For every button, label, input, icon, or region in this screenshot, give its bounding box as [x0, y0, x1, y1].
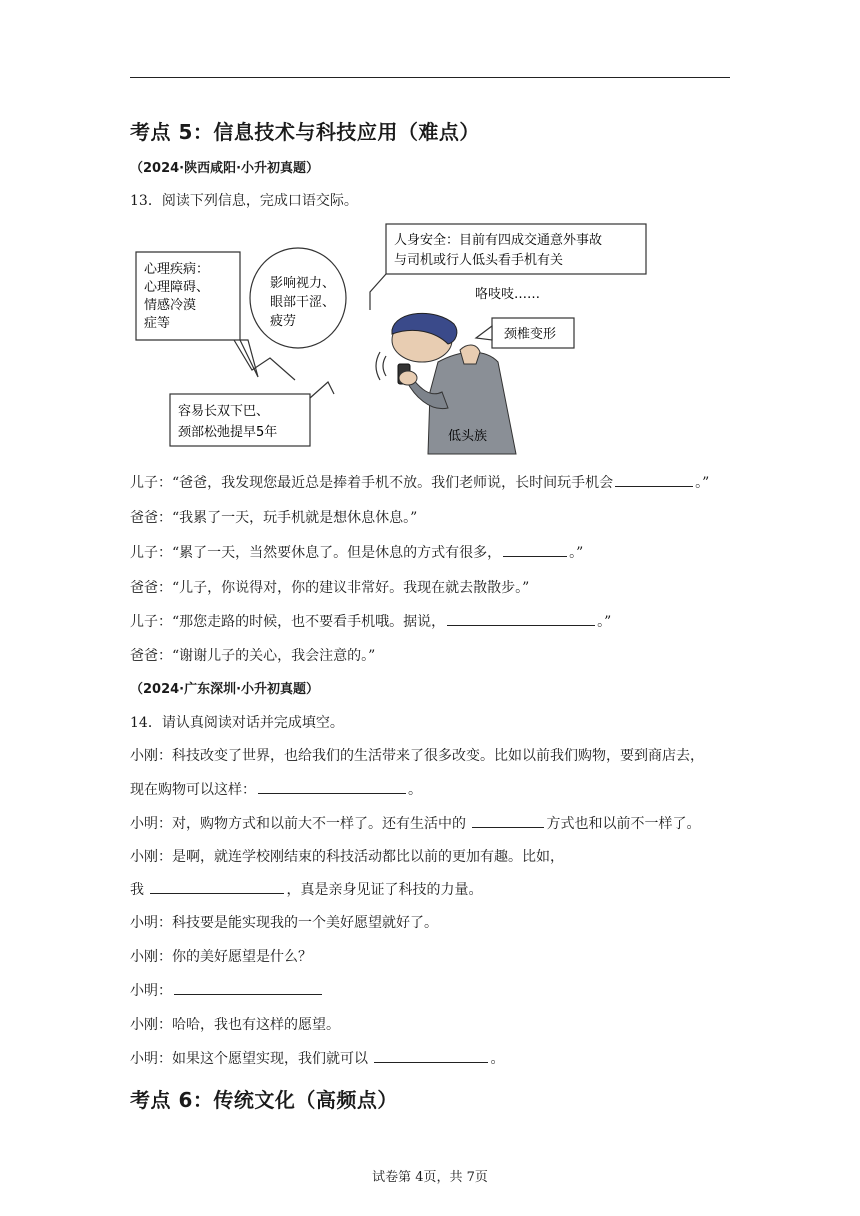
q13-dialog-line-1: [130, 472, 709, 492]
bubble-vision: [250, 248, 346, 348]
dialog-text: 爸爸：“谢谢儿子的关心，我会注意的。”: [130, 648, 376, 664]
dialog-text: 小刚：是啊，就连学校刚结束的科技活动都比以前的更加有趣。比如，: [130, 849, 564, 865]
q13-dialog-line-2: [130, 507, 417, 527]
answer-blank[interactable]: [174, 980, 322, 995]
q14-stem: 14．请认真阅读对话并完成填空。: [130, 715, 344, 731]
section-5-heading: 考点 5：信息技术与科技应用（难点）: [130, 120, 480, 144]
dialog-text: 儿子：“爸爸，我发现您最近总是捧着手机不放。我们老师说，长时间玩手机会: [130, 475, 614, 491]
dialog-text: 小刚：科技改变了世界，也给我们的生活带来了很多改变。比如以前我们购物，要到商店去，: [130, 748, 704, 764]
page-footer: 试卷第 4页，共 7页: [372, 1170, 488, 1185]
dialog-text: 爸爸：“儿子，你说得对，你的建议非常好。我现在就去散散步。”: [130, 580, 530, 596]
dialog-text: 小明：如果这个愿望实现，我们就可以: [130, 1051, 373, 1067]
q14-line-9: [130, 1014, 340, 1034]
answer-blank[interactable]: [258, 779, 406, 794]
box-mental-line-3: 情感冷漠: [144, 298, 197, 313]
top-rule: [130, 77, 730, 78]
box-mental-illness: [136, 252, 258, 377]
box-mental-line-4: 症等: [144, 316, 171, 331]
q13-dialog-line-4: [130, 577, 529, 597]
box-neck: [476, 318, 574, 348]
box-chin: [170, 382, 334, 446]
answer-blank[interactable]: [150, 879, 284, 894]
dialog-text-end: 方式也和以前不一样了。: [546, 816, 701, 832]
q14-line-2: [130, 779, 422, 799]
box-neck-text: 颈椎变形: [504, 327, 557, 342]
dialog-text: 小刚：哈哈，我也有这样的愿望。: [130, 1017, 340, 1033]
dialog-text: 儿子：“累了一天，当然要休息了。但是休息的方式有很多，: [130, 545, 502, 561]
dialog-text: 儿子：“那您走路的时候，也不要看手机哦。据说，: [130, 614, 446, 630]
q13-dialog-line-5: [130, 611, 611, 631]
sound-text: 咯吱吱……: [475, 287, 541, 302]
dialog-text: 小明：科技要是能实现我的一个美好愿望就好了。: [130, 915, 438, 931]
answer-blank[interactable]: [615, 472, 693, 487]
q13-figure: [130, 222, 650, 457]
q14-line-7: [130, 946, 312, 966]
q14-line-3: [130, 813, 700, 833]
box-mental-line-1: 心理疾病：: [144, 262, 210, 277]
box-safety-line-2: 与司机或行人低头看手机有关: [394, 253, 564, 268]
dialog-text-end: 。: [490, 1051, 505, 1067]
q14-line-10: [130, 1048, 504, 1068]
q14-source: （2024·广东深圳·小升初真题）: [130, 682, 320, 697]
dialog-text: 现在购物可以这样：: [130, 782, 256, 798]
box-safety-line-1: 人身安全：目前有四成交通意外事故: [394, 233, 603, 248]
q14-line-1: [130, 745, 704, 765]
dialog-text: 爸爸：“我累了一天，玩手机就是想休息休息。”: [130, 510, 418, 526]
dialog-text-end: 。: [408, 782, 422, 798]
answer-blank[interactable]: [503, 542, 567, 557]
figure-caption: 低头族: [448, 429, 488, 444]
dialog-text-end: 。”: [597, 614, 612, 630]
q14-line-4: [130, 846, 564, 866]
box-mental-line-2: 心理障碍、: [144, 280, 210, 295]
q13-dialog-line-3: [130, 542, 583, 562]
section-6-heading: 考点 6：传统文化（高频点）: [130, 1088, 398, 1112]
dialog-text: 小明：: [130, 983, 172, 999]
box-chin-line-2: 颈部松弛提早5年: [178, 425, 278, 440]
q14-line-8: [130, 980, 324, 1000]
q14-line-5: [130, 879, 482, 899]
bubble-vision-line-2: 眼部干涩、: [270, 295, 336, 310]
dialog-text-end: ，真是亲身见证了科技的力量。: [286, 882, 483, 898]
bubble-vision-line-3: 疲劳: [270, 314, 297, 329]
dialog-text: 小明：对，购物方式和以前大不一样了。还有生活中的: [130, 816, 471, 832]
answer-blank[interactable]: [447, 611, 595, 626]
dialog-text: 我: [130, 882, 149, 898]
q14-line-6: [130, 912, 438, 932]
box-chin-line-1: 容易长双下巴、: [178, 404, 270, 419]
bubble-vision-line-1: 影响视力、: [270, 276, 336, 291]
dialog-text-end: 。”: [695, 475, 710, 491]
dialog-text: 小刚：你的美好愿望是什么？: [130, 949, 312, 965]
answer-blank[interactable]: [472, 813, 544, 828]
q13-dialog-line-6: [130, 645, 375, 665]
q13-stem: 13．阅读下列信息，完成口语交际。: [130, 193, 358, 209]
dialog-text-end: 。”: [569, 545, 584, 561]
answer-blank[interactable]: [374, 1048, 488, 1063]
q13-source: （2024·陕西咸阳·小升初真题）: [130, 161, 320, 176]
figure-svg: [130, 222, 650, 457]
